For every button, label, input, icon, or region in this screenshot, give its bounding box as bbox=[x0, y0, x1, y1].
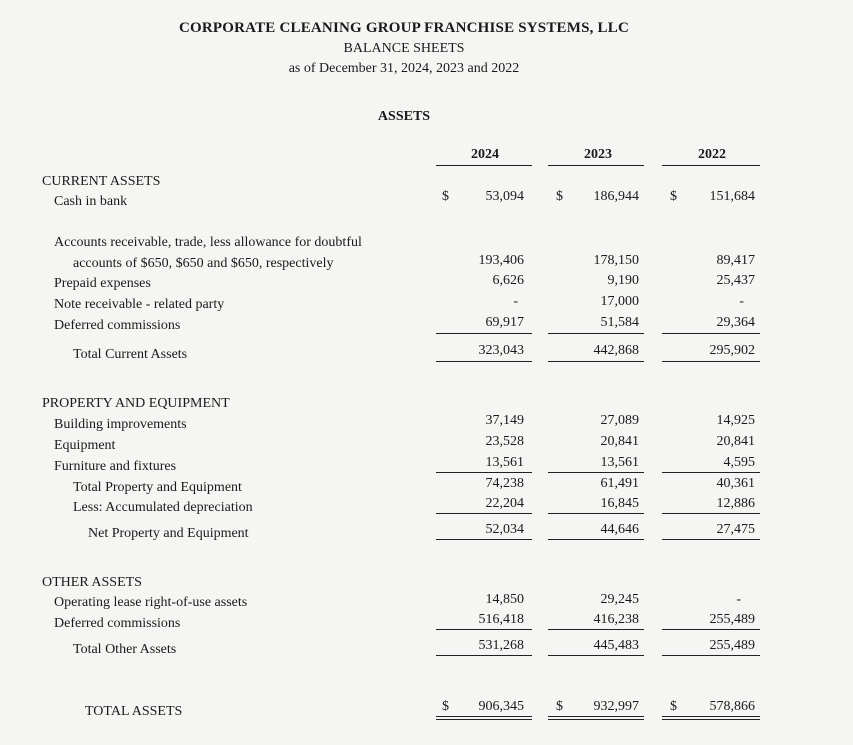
rou-assets-label: Operating lease right-of-use assets bbox=[54, 595, 248, 610]
deferred-commissions-other-2024: 516,418 bbox=[478, 612, 524, 627]
total-rule bbox=[662, 539, 760, 540]
grand-total-rule bbox=[662, 716, 760, 717]
total-current-assets-2024: 323,043 bbox=[478, 343, 524, 358]
furniture-fixtures-2023: 13,561 bbox=[600, 455, 639, 470]
furniture-fixtures-label: Furniture and fixtures bbox=[54, 459, 177, 474]
total-rule bbox=[662, 361, 760, 362]
subtotal-rule bbox=[548, 333, 644, 334]
total-other-assets-2023: 445,483 bbox=[593, 638, 639, 653]
column-header-2023: 2023 bbox=[584, 147, 612, 162]
deferred-commissions-current-2022: 29,364 bbox=[716, 315, 755, 330]
deferred-commissions-current-label: Deferred commissions bbox=[54, 318, 181, 333]
building-improvements-2024: 37,149 bbox=[485, 413, 524, 428]
total-assets-2022: 578,866 bbox=[709, 699, 755, 714]
total-current-assets-2022: 295,902 bbox=[709, 343, 755, 358]
building-improvements-2023: 27,089 bbox=[600, 413, 639, 428]
other-assets-header: OTHER ASSETS bbox=[42, 575, 142, 590]
subtotal-rule bbox=[662, 513, 760, 514]
accumulated-depreciation-2022: 12,886 bbox=[716, 496, 755, 511]
deferred-commissions-other-label: Deferred commissions bbox=[54, 616, 181, 631]
total-rule bbox=[436, 539, 532, 540]
deferred-commissions-other-2022: 255,489 bbox=[709, 612, 755, 627]
cash-2022: 151,684 bbox=[709, 189, 755, 204]
currency-symbol: $ bbox=[556, 699, 563, 714]
subtotal-rule bbox=[662, 629, 760, 630]
current-assets-header: CURRENT ASSETS bbox=[42, 174, 161, 189]
total-property-equipment-2024: 74,238 bbox=[485, 476, 524, 491]
note-receivable-2024: - bbox=[513, 294, 518, 309]
column-header-underline bbox=[662, 165, 760, 166]
subtotal-rule bbox=[436, 629, 532, 630]
grand-total-rule bbox=[436, 716, 532, 717]
deferred-commissions-current-2024: 69,917 bbox=[485, 315, 524, 330]
net-property-equipment-label: Net Property and Equipment bbox=[88, 526, 249, 541]
equipment-2022: 20,841 bbox=[716, 434, 755, 449]
total-other-assets-2022: 255,489 bbox=[709, 638, 755, 653]
note-receivable-2022: - bbox=[739, 294, 744, 309]
grand-total-rule bbox=[436, 719, 532, 720]
subtotal-rule bbox=[436, 333, 532, 334]
currency-symbol: $ bbox=[442, 189, 449, 204]
total-assets-2024: 906,345 bbox=[478, 699, 524, 714]
note-receivable-2023: 17,000 bbox=[600, 294, 639, 309]
column-header-2022: 2022 bbox=[698, 147, 726, 162]
ar-2024: 193,406 bbox=[478, 253, 524, 268]
prepaid-2022: 25,437 bbox=[716, 273, 755, 288]
net-property-equipment-2023: 44,646 bbox=[600, 522, 639, 537]
total-assets-label: TOTAL ASSETS bbox=[85, 704, 183, 719]
equipment-label: Equipment bbox=[54, 438, 116, 453]
furniture-fixtures-2022: 4,595 bbox=[723, 455, 755, 470]
total-rule bbox=[662, 655, 760, 656]
note-receivable-label: Note receivable - related party bbox=[54, 297, 225, 312]
subtotal-rule bbox=[548, 472, 644, 473]
equipment-2023: 20,841 bbox=[600, 434, 639, 449]
column-header-underline bbox=[548, 165, 644, 166]
furniture-fixtures-2024: 13,561 bbox=[485, 455, 524, 470]
currency-symbol: $ bbox=[670, 699, 677, 714]
prepaid-2023: 9,190 bbox=[607, 273, 639, 288]
section-title: ASSETS bbox=[377, 109, 431, 124]
property-equipment-header: PROPERTY AND EQUIPMENT bbox=[42, 396, 230, 411]
prepaid-label: Prepaid expenses bbox=[54, 276, 151, 291]
statement-period: as of December 31, 2024, 2023 and 2022 bbox=[288, 61, 520, 76]
subtotal-rule bbox=[662, 472, 760, 473]
subtotal-rule bbox=[436, 472, 532, 473]
net-property-equipment-2024: 52,034 bbox=[485, 522, 524, 537]
total-rule bbox=[548, 361, 644, 362]
deferred-commissions-other-2023: 416,238 bbox=[593, 612, 639, 627]
grand-total-rule bbox=[548, 716, 644, 717]
total-property-equipment-label: Total Property and Equipment bbox=[73, 480, 242, 495]
prepaid-2024: 6,626 bbox=[492, 273, 524, 288]
grand-total-rule bbox=[548, 719, 644, 720]
rou-assets-2022: - bbox=[736, 592, 741, 607]
column-header-underline bbox=[436, 165, 532, 166]
rou-assets-2023: 29,245 bbox=[600, 592, 639, 607]
ar-2022: 89,417 bbox=[716, 253, 755, 268]
subtotal-rule bbox=[548, 513, 644, 514]
rou-assets-2024: 14,850 bbox=[485, 592, 524, 607]
cash-label: Cash in bank bbox=[54, 194, 128, 209]
equipment-2024: 23,528 bbox=[485, 434, 524, 449]
currency-symbol: $ bbox=[442, 699, 449, 714]
total-rule bbox=[436, 655, 532, 656]
building-improvements-2022: 14,925 bbox=[716, 413, 755, 428]
deferred-commissions-current-2023: 51,584 bbox=[600, 315, 639, 330]
grand-total-rule bbox=[662, 719, 760, 720]
accumulated-depreciation-2023: 16,845 bbox=[600, 496, 639, 511]
total-other-assets-2024: 531,268 bbox=[478, 638, 524, 653]
total-current-assets-2023: 442,868 bbox=[593, 343, 639, 358]
total-other-assets-label: Total Other Assets bbox=[73, 642, 177, 657]
total-rule bbox=[436, 361, 532, 362]
column-header-2024: 2024 bbox=[471, 147, 499, 162]
total-assets-2023: 932,997 bbox=[593, 699, 639, 714]
total-current-assets-label: Total Current Assets bbox=[73, 347, 188, 362]
total-property-equipment-2022: 40,361 bbox=[716, 476, 755, 491]
accumulated-depreciation-2024: 22,204 bbox=[485, 496, 524, 511]
accumulated-depreciation-label: Less: Accumulated depreciation bbox=[73, 500, 253, 515]
company-name: CORPORATE CLEANING GROUP FRANCHISE SYSTEMS, LLC bbox=[178, 20, 630, 36]
total-property-equipment-2023: 61,491 bbox=[600, 476, 639, 491]
total-rule bbox=[548, 539, 644, 540]
total-rule bbox=[548, 655, 644, 656]
net-property-equipment-2022: 27,475 bbox=[716, 522, 755, 537]
ar-label-line2: accounts of $650, $650 and $650, respectively bbox=[73, 256, 334, 271]
currency-symbol: $ bbox=[670, 189, 677, 204]
subtotal-rule bbox=[548, 629, 644, 630]
currency-symbol: $ bbox=[556, 189, 563, 204]
ar-2023: 178,150 bbox=[593, 253, 639, 268]
cash-2024: 53,094 bbox=[485, 189, 524, 204]
subtotal-rule bbox=[436, 513, 532, 514]
building-improvements-label: Building improvements bbox=[54, 417, 187, 432]
cash-2023: 186,944 bbox=[593, 189, 639, 204]
subtotal-rule bbox=[662, 333, 760, 334]
statement-title: BALANCE SHEETS bbox=[343, 41, 465, 56]
ar-label-line1: Accounts receivable, trade, less allowance for doubtful bbox=[54, 235, 362, 250]
